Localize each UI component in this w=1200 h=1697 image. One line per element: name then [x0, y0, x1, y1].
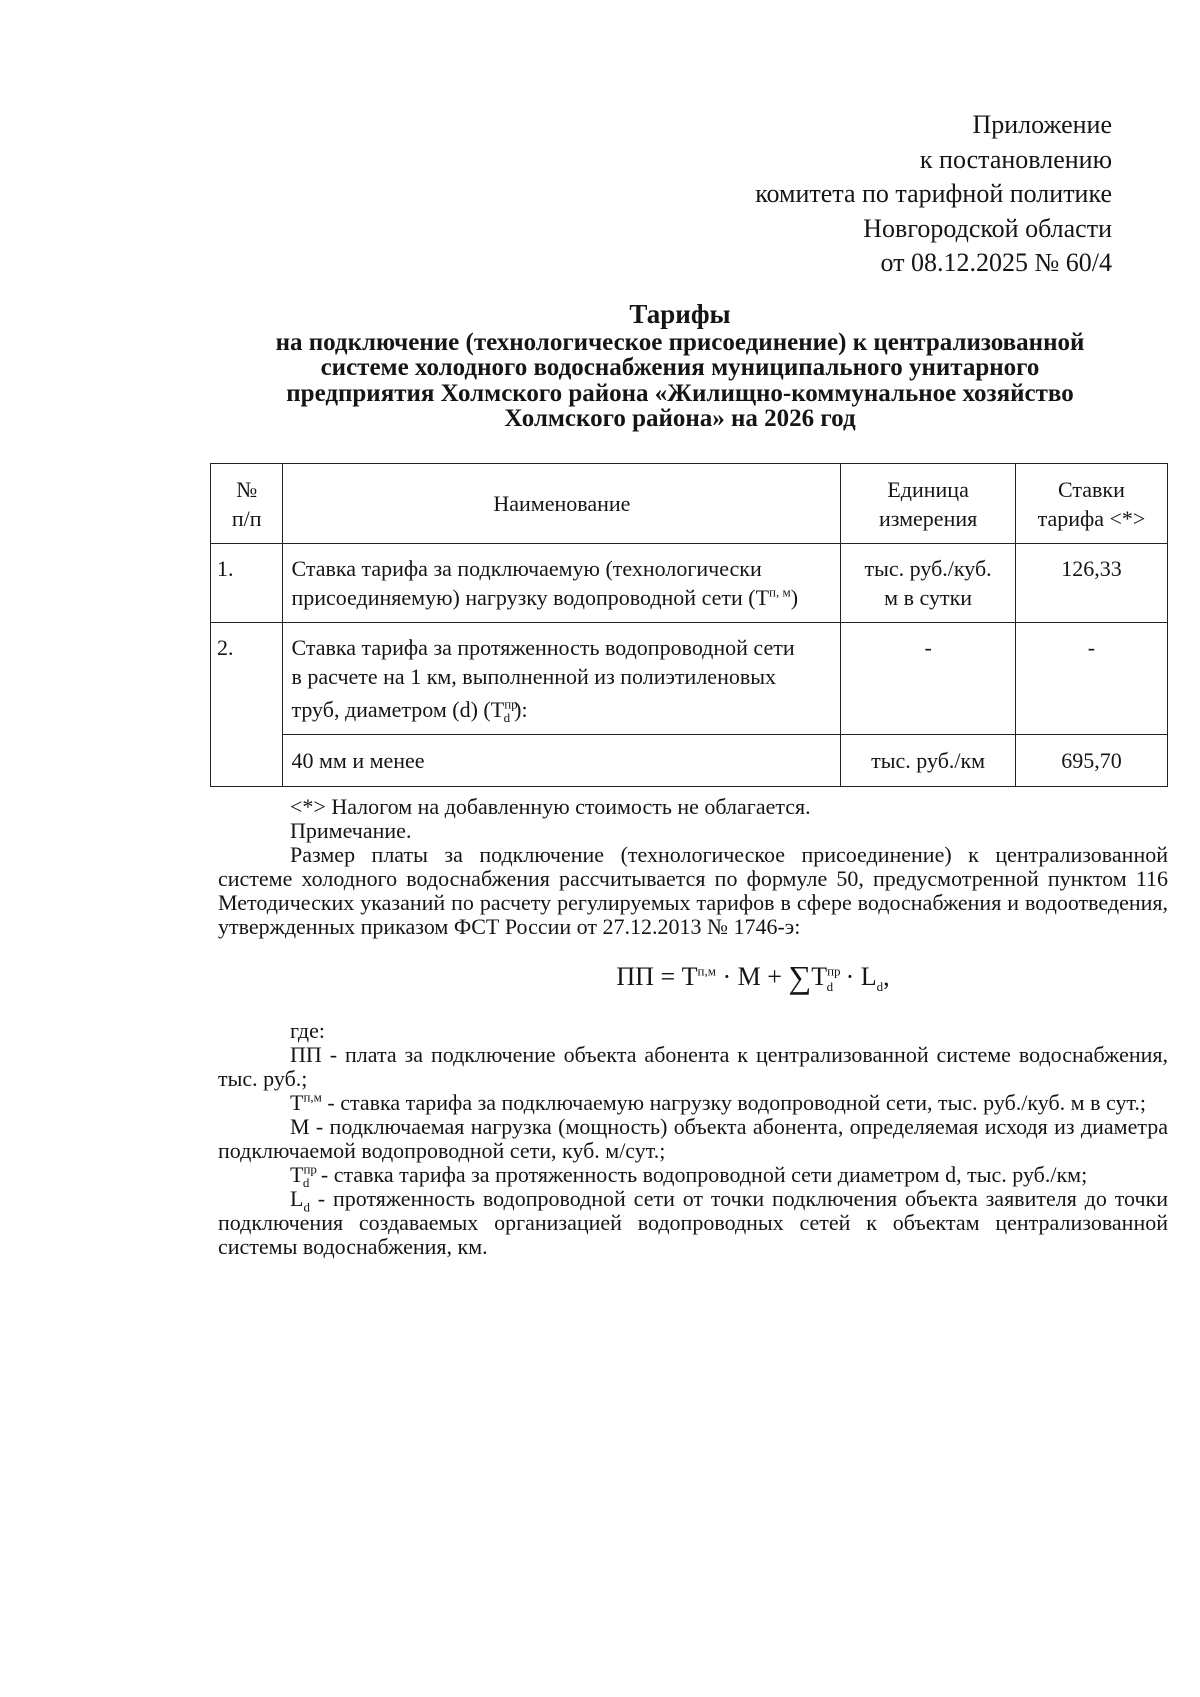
appendix-date: от 08.12.2025 № 60/4: [880, 248, 1112, 277]
formula-part: ,: [883, 962, 890, 991]
row-name-line: [291, 583, 832, 612]
subscript: d: [876, 979, 884, 995]
subscript: d: [503, 710, 511, 726]
appendix-line: к постановлению: [919, 144, 1112, 174]
appendix-line: комитета по тарифной политике: [755, 179, 1112, 208]
subscript: d: [302, 1175, 310, 1191]
formula: [338, 959, 1168, 995]
row-name-text: присоединяемую) нагрузку водопроводной сети (Т: [291, 585, 770, 610]
subscript: d: [826, 979, 834, 995]
row-name-line: [291, 695, 832, 724]
row-name: [283, 623, 841, 735]
header-unit: [841, 464, 1016, 544]
definition-text: - ставка тарифа за подключаемую нагрузку водопроводной сети, тыс. руб./куб. м в сут.;: [321, 1090, 1147, 1115]
row-rate: 695,70: [1015, 735, 1167, 787]
header-text: измерения: [878, 505, 978, 531]
superscript: п,м: [697, 963, 716, 979]
definition-text: - ставка тарифа за протяженность водопроводной сети диаметром d, тыс. руб./км;: [315, 1162, 1088, 1187]
row-unit: [841, 544, 1016, 623]
header-num: [211, 464, 283, 544]
definition-td: [218, 1161, 1168, 1191]
note-paragraph: Размер платы за подключение (технологическое присоединение) к централизованной системе холодного водоснабжения рассчитывается по формуле 50, предусмотренной пунктом 116 Методических указаний по расчету регулируемых тарифов в сфере водоснабжения и водоотведения, утвержденных приказом ФСТ России от 27.12.2013 № 1746-э:: [218, 842, 1168, 939]
row-rate: 126,33: [1015, 544, 1167, 623]
title-line: Тарифы: [629, 299, 731, 329]
subscript: d: [303, 1199, 310, 1215]
row-rate: -: [1015, 623, 1167, 735]
row-num: 2.: [211, 623, 283, 787]
table-row: [211, 544, 1168, 623]
row-unit: тыс. руб./км: [841, 735, 1016, 787]
row-unit: -: [841, 623, 1016, 735]
row-name-text: труб, диаметром (d) (Т: [291, 697, 505, 722]
symbol: Т: [290, 1090, 304, 1115]
note-section: [218, 795, 1168, 1259]
footnote: <*> Налогом на добавленную стоимость не облагается.: [290, 794, 811, 819]
row-name: [283, 544, 841, 623]
superscript: пр: [303, 1161, 317, 1177]
superscript: п,м: [303, 1089, 322, 1105]
table-row: [211, 623, 1168, 735]
title-line: предприятия Холмского района «Жилищно-коммунальное хозяйство: [286, 379, 1074, 407]
header-text: Единица: [887, 476, 969, 502]
formula-part: ПП = Т: [616, 962, 698, 991]
superscript: п, м: [769, 584, 791, 600]
row-name-line: Ставка тарифа за протяженность водопроводной сети: [291, 635, 795, 660]
definition-pp: ПП - плата за подключение объекта абонента к централизованной системе водоснабжения, тыс. руб.;: [218, 1042, 1168, 1091]
header-text: тарифа <*>: [1037, 505, 1146, 531]
row-num: 1.: [211, 544, 283, 623]
row-unit-line: м в сутки: [884, 585, 973, 610]
superscript: пр: [827, 963, 841, 979]
header-text: п/п: [231, 505, 262, 531]
header-name: Наименование: [283, 464, 841, 544]
appendix-line: Новгородской области: [863, 213, 1112, 243]
title-line: системе холодного водоснабжения муниципального унитарного: [320, 354, 1040, 381]
header-rate: [1015, 464, 1167, 544]
row-unit-line: тыс. руб./куб.: [864, 556, 992, 581]
row-name-line: в расчете на 1 км, выполненной из полиэтиленовых: [291, 664, 777, 689]
note-title: Примечание.: [290, 818, 412, 843]
appendix-header: [755, 108, 1112, 281]
title-line: Холмского района» на 2026 год: [504, 405, 856, 432]
symbol: L: [290, 1186, 304, 1211]
superscript: пр: [504, 696, 518, 712]
formula-part: · М +: [715, 962, 789, 991]
tariff-table: [210, 463, 1168, 787]
symbol: Т: [290, 1162, 304, 1187]
appendix-label: Приложение: [972, 110, 1112, 139]
formula-part: Т: [811, 962, 828, 991]
table-header-row: [211, 464, 1168, 544]
row-name-text: ): [790, 585, 799, 610]
definition-ld: [218, 1187, 1168, 1259]
definition-m: М - подключаемая нагрузка (мощность) объекта абонента, определяемая исходя из диаметра подключаемой водопроводной сети, куб. м/сут.;: [218, 1114, 1168, 1163]
document-title: [200, 299, 1160, 432]
row-name-text: ):: [514, 697, 528, 722]
sum-symbol: ∑: [788, 959, 812, 995]
definition-text: - протяженность водопроводной сети от точки подключения объекта заявителя до точки подключения создаваемых организацией водопроводных сетей к объектам централизованной системы водоснабжения, км.: [218, 1186, 1168, 1259]
header-text: Ставки: [1058, 476, 1125, 502]
table-row: [211, 735, 1168, 787]
row-name-line: Ставка тарифа за подключаемую (технологически: [291, 556, 762, 581]
formula-part: · L: [839, 962, 877, 991]
row-name: 40 мм и менее: [283, 735, 841, 787]
where-label: где:: [290, 1018, 325, 1043]
header-text: №: [236, 476, 258, 502]
definition-t: [218, 1091, 1168, 1115]
title-line: на подключение (технологическое присоединение) к централизованной: [275, 328, 1085, 356]
